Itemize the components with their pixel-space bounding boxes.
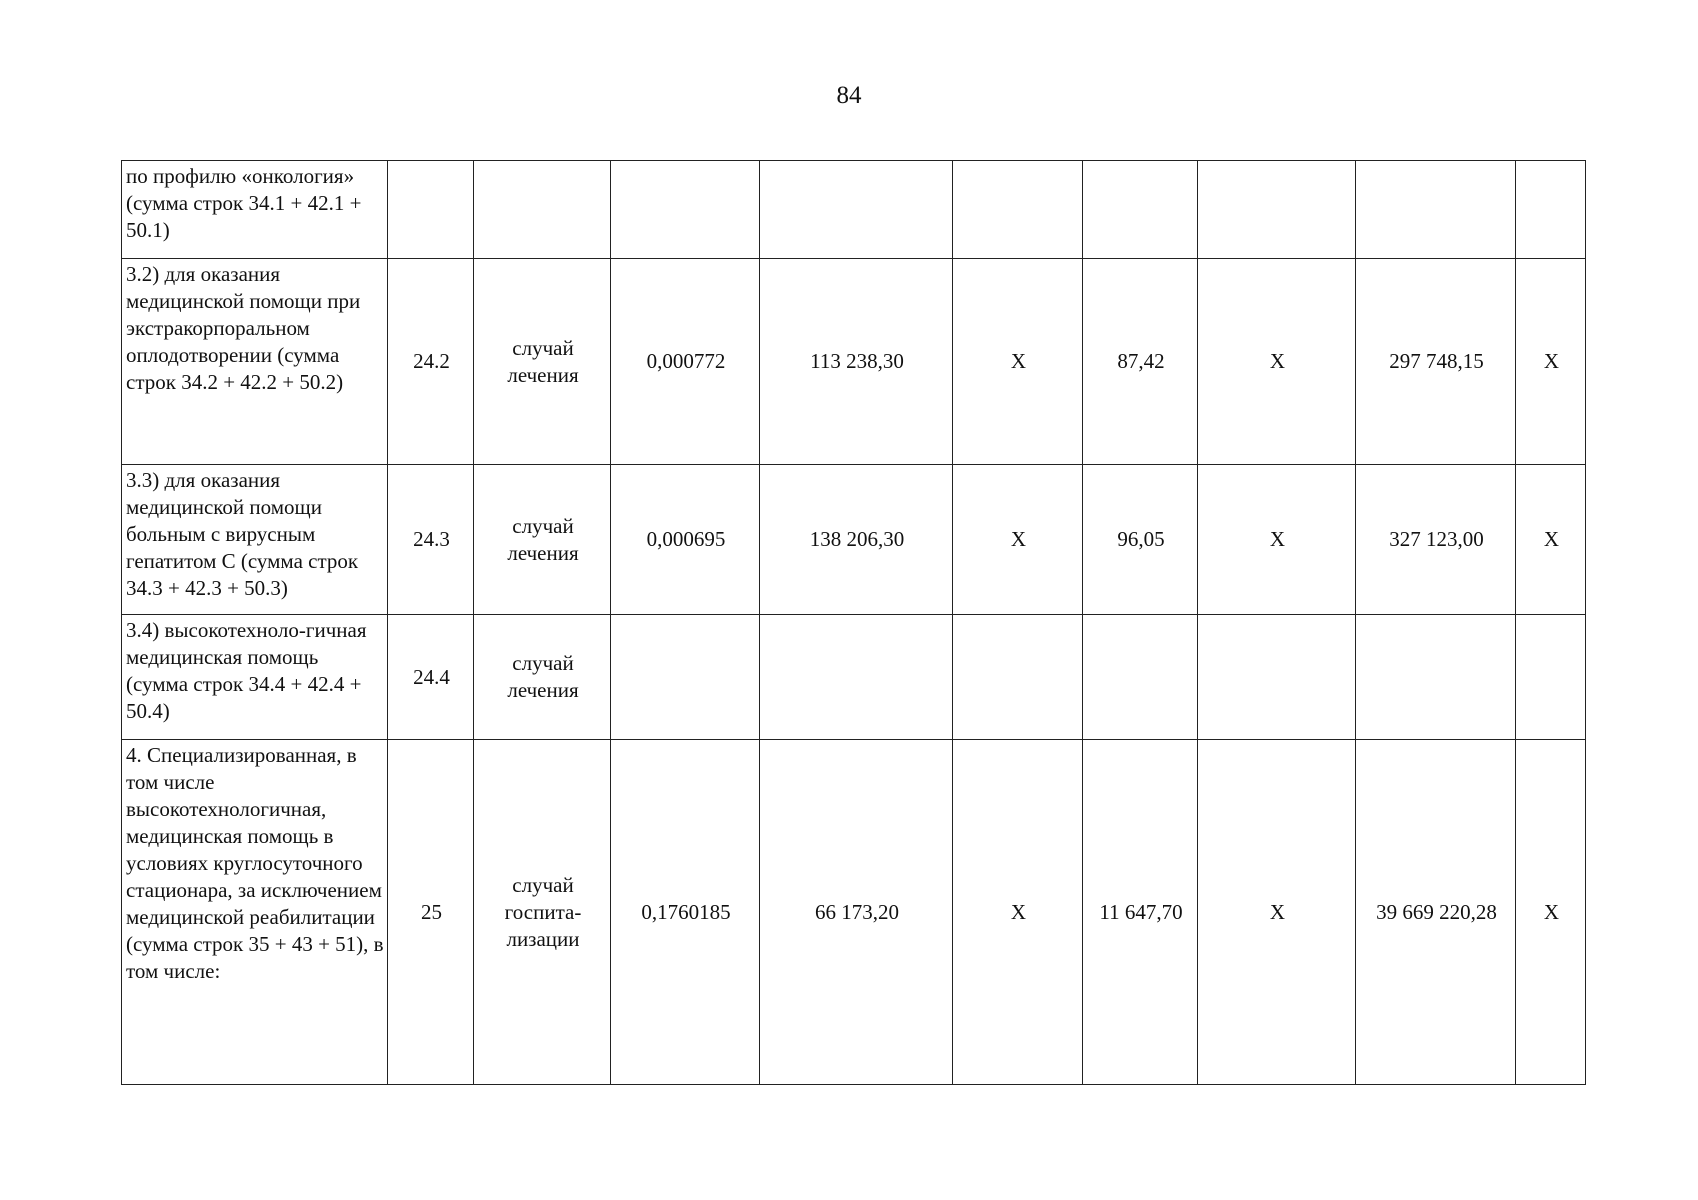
row-norm-volume-cell: 0,000695 xyxy=(611,465,760,615)
row-col10-cell: X xyxy=(1516,740,1586,1085)
row-unit-cell: случай лечения xyxy=(474,259,611,465)
row-col6-cell: X xyxy=(953,740,1083,1085)
row-col7-cell: 87,42 xyxy=(1083,259,1198,465)
row-code-cell xyxy=(388,161,474,259)
row-code-cell: 24.3 xyxy=(388,465,474,615)
row-code-cell: 24.2 xyxy=(388,259,474,465)
row-col9-cell xyxy=(1356,615,1516,740)
row-col8-cell: X xyxy=(1198,740,1356,1085)
row-norm-volume-cell xyxy=(611,161,760,259)
table-row xyxy=(122,161,1586,259)
table-row xyxy=(122,615,1586,740)
row-col7-cell: 96,05 xyxy=(1083,465,1198,615)
row-norm-volume-cell: 0,1760185 xyxy=(611,740,760,1085)
table-row xyxy=(122,259,1586,465)
row-col10-cell: X xyxy=(1516,465,1586,615)
row-col6-cell xyxy=(953,161,1083,259)
row-col8-cell xyxy=(1198,615,1356,740)
row-col9-cell: 39 669 220,28 xyxy=(1356,740,1516,1085)
row-col8-cell xyxy=(1198,161,1356,259)
row-col8-cell: X xyxy=(1198,259,1356,465)
row-norm-cost-cell xyxy=(760,615,953,740)
row-code-cell: 25 xyxy=(388,740,474,1085)
table-row xyxy=(122,740,1586,1085)
row-col9-cell xyxy=(1356,161,1516,259)
row-norm-volume-cell: 0,000772 xyxy=(611,259,760,465)
row-col6-cell: X xyxy=(953,259,1083,465)
row-norm-cost-cell: 138 206,30 xyxy=(760,465,953,615)
row-unit-cell: случай лечения xyxy=(474,465,611,615)
row-col10-cell xyxy=(1516,161,1586,259)
row-name-cell: 3.2) для оказания медицинской помощи при экстракорпоральном оплодотворении (сумма строк 34.2 + 42.2 + 50.2) xyxy=(122,259,388,465)
row-col7-cell xyxy=(1083,161,1198,259)
row-col10-cell: X xyxy=(1516,259,1586,465)
row-col10-cell xyxy=(1516,615,1586,740)
row-col6-cell xyxy=(953,615,1083,740)
row-norm-volume-cell xyxy=(611,615,760,740)
row-col9-cell: 327 123,00 xyxy=(1356,465,1516,615)
row-col6-cell: X xyxy=(953,465,1083,615)
row-norm-cost-cell xyxy=(760,161,953,259)
row-name-cell: по профилю «онкология» (сумма строк 34.1 + 42.1 + 50.1) xyxy=(122,161,388,259)
row-norm-cost-cell: 113 238,30 xyxy=(760,259,953,465)
data-table xyxy=(121,160,1586,1085)
table-row xyxy=(122,465,1586,615)
row-col7-cell: 11 647,70 xyxy=(1083,740,1198,1085)
row-unit-cell: случай госпита-лизации xyxy=(474,740,611,1085)
row-code-cell: 24.4 xyxy=(388,615,474,740)
row-col9-cell: 297 748,15 xyxy=(1356,259,1516,465)
row-unit-cell xyxy=(474,161,611,259)
row-name-cell: 3.3) для оказания медицинской помощи больным с вирусным гепатитом С (сумма строк 34.3 + 42.3 + 50.3) xyxy=(122,465,388,615)
row-name-cell: 4. Специализированная, в том числе высокотехнологичная, медицинская помощь в условиях круглосуточного стационара, за исключением медицинской реабилитации (сумма строк 35 + 43 + 51), в том числе: xyxy=(122,740,388,1085)
row-unit-cell: случай лечения xyxy=(474,615,611,740)
row-name-cell: 3.4) высокотехноло-гичная медицинская помощь (сумма строк 34.4 + 42.4 + 50.4) xyxy=(122,615,388,740)
page-number: 84 xyxy=(836,82,862,109)
row-col7-cell xyxy=(1083,615,1198,740)
row-col8-cell: X xyxy=(1198,465,1356,615)
row-norm-cost-cell: 66 173,20 xyxy=(760,740,953,1085)
